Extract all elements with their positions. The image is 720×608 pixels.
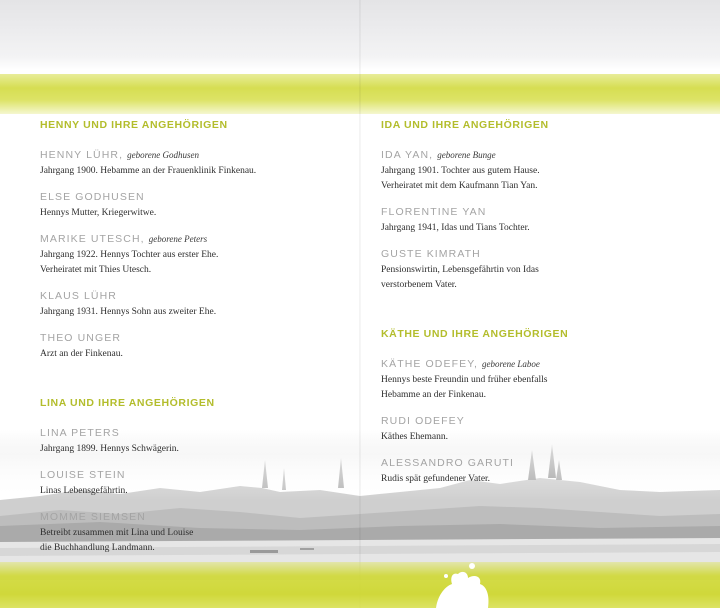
person-description: Betreibt zusammen mit Lina und Louise die Buchhandlung Landmann. xyxy=(40,528,194,553)
person-description: Jahrgang 1941, Idas und Tians Tochter. xyxy=(381,223,530,233)
person-name: FLORENTINE YAN xyxy=(381,206,487,218)
person-name: KÄTHE ODEFEY, geborene Laboe xyxy=(381,358,540,370)
person-birth-name: geborene Godhusen xyxy=(127,150,200,160)
person-description: Käthes Ehemann. xyxy=(381,432,449,442)
person-name: MOMME SIEMSEN xyxy=(40,511,146,523)
person-name-text: KÄTHE ODEFEY xyxy=(381,358,474,370)
person-name: GUSTE KIMRATH xyxy=(381,248,481,260)
person-entry xyxy=(381,205,681,236)
section-lina xyxy=(40,396,340,556)
person-description: Jahrgang 1899. Hennys Schwägerin. xyxy=(40,444,179,454)
person-entry xyxy=(381,414,681,445)
person-birth-name: geborene Peters xyxy=(148,234,208,244)
person-entry xyxy=(40,426,340,457)
paint-splash-icon xyxy=(428,560,508,608)
right-column xyxy=(381,118,681,498)
person-entry xyxy=(40,148,340,179)
person-name: ALESSANDRO GARUTI xyxy=(381,457,515,469)
page-fold xyxy=(359,0,361,608)
person-description: Hennys beste Freundin und früher ebenfalls Hebamme an der Finkenau. xyxy=(381,375,548,400)
person-entry xyxy=(381,148,681,194)
person-entry xyxy=(381,456,681,487)
person-description: Linas Lebensgefährtin. xyxy=(40,486,128,496)
person-name-text: IDA YAN xyxy=(381,149,430,161)
person-description: Jahrgang 1900. Hebamme an der Frauenklinik Finkenau. xyxy=(40,166,257,176)
person-name: HENNY LÜHR, geborene Godhusen xyxy=(40,149,200,161)
section-ida xyxy=(381,118,681,293)
person-entry xyxy=(381,247,681,293)
left-column xyxy=(40,118,340,567)
person-name: LINA PETERS xyxy=(40,427,120,439)
person-birth-name: geborene Bunge xyxy=(437,150,496,160)
person-name: LOUISE STEIN xyxy=(40,469,126,481)
person-name-text: HENNY LÜHR xyxy=(40,149,120,161)
section-kaethe xyxy=(381,327,681,487)
person-name: KLAUS LÜHR xyxy=(40,290,117,302)
person-description: Arzt an der Finkenau. xyxy=(40,349,123,359)
person-entry xyxy=(40,331,340,362)
section-heading: LINA UND IHRE ANGEHÖRIGEN xyxy=(40,397,215,409)
person-entry xyxy=(40,468,340,499)
person-description: Jahrgang 1901. Tochter aus gutem Hause. Verheiratet mit dem Kaufmann Tian Yan. xyxy=(381,166,540,191)
lime-brush-stripe-bottom xyxy=(0,562,720,608)
person-name: MARIKE UTESCH, geborene Peters xyxy=(40,233,208,245)
person-name-text: MARIKE UTESCH xyxy=(40,233,141,245)
person-name: RUDI ODEFEY xyxy=(381,415,465,427)
person-description: Hennys Mutter, Kriegerwitwe. xyxy=(40,208,157,218)
person-entry xyxy=(40,190,340,221)
person-entry xyxy=(40,510,340,556)
person-name: IDA YAN, geborene Bunge xyxy=(381,149,496,161)
section-gap xyxy=(40,373,340,396)
person-description: Pensionswirtin, Lebensgefährtin von Idas verstorbenem Vater. xyxy=(381,265,539,290)
person-name: THEO UNGER xyxy=(40,332,122,344)
person-description: Rudis spät gefundener Vater. xyxy=(381,474,491,484)
section-henny xyxy=(40,118,340,362)
section-heading: HENNY UND IHRE ANGEHÖRIGEN xyxy=(40,119,228,131)
person-entry xyxy=(40,232,340,278)
person-name: ELSE GODHUSEN xyxy=(40,191,145,203)
person-description: Jahrgang 1931. Hennys Sohn aus zweiter Ehe. xyxy=(40,307,217,317)
person-entry xyxy=(40,289,340,320)
person-description: Jahrgang 1922. Hennys Tochter aus erster Ehe. Verheiratet mit Thies Utesch. xyxy=(40,250,219,275)
section-gap xyxy=(381,304,681,327)
person-entry xyxy=(381,357,681,403)
person-birth-name: geborene Laboe xyxy=(482,359,540,369)
section-heading: KÄTHE UND IHRE ANGEHÖRIGEN xyxy=(381,328,569,340)
section-heading: IDA UND IHRE ANGEHÖRIGEN xyxy=(381,119,549,131)
